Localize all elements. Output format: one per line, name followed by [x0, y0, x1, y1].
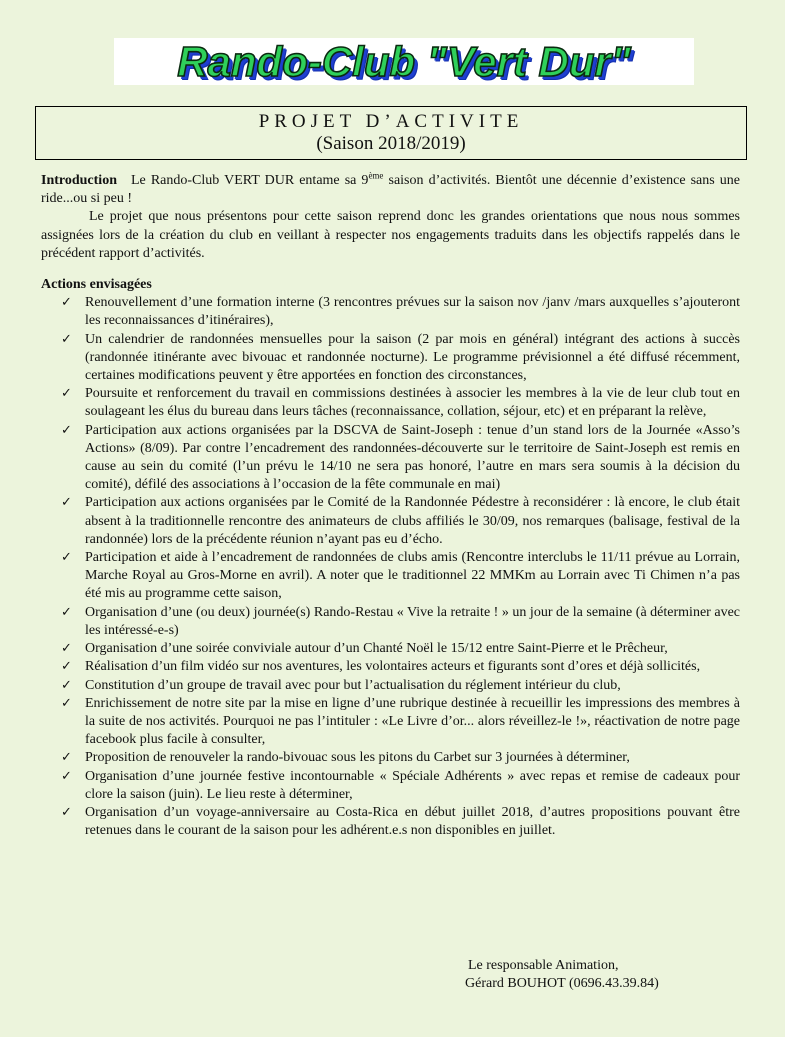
action-item: [61, 695, 740, 750]
action-item: [61, 768, 740, 804]
action-item: [61, 385, 740, 421]
action-item-text: Constitution d’un groupe de travail avec pour but l’actualisation du réglement intérieur du club,: [85, 677, 621, 693]
intro-heading: Introduction: [41, 173, 117, 188]
action-item-text: Enrichissement de notre site par la mise en ligne d’une rubrique destinée à recueillir les impressions des membres à la suite de nos activités. Pourquoi ne pas l’intituler : «Le Livre d’or... alors réveillez-le !», réactivation de notre page facebook plus facile à consulter,: [85, 695, 740, 748]
action-item: [61, 640, 740, 658]
document-body: [41, 172, 740, 840]
action-item: [61, 749, 740, 767]
checkmark-icon: ✓: [61, 750, 72, 766]
action-item: [61, 804, 740, 840]
action-item-text: Participation aux actions organisées par le Comité de la Randonnée Pédestre à reconsidérer : là encore, le club était absent à la traditionnelle rencontre des animateurs de clubs affiliés le 30/09, nos remarques (balisage, festival de la randonnée) lors de la précédente réunion n’ayant pas eu d’écho.: [85, 495, 740, 547]
intro-paragraph-2: Le projet que nous présentons pour cette saison reprend donc les grandes orientations que nous nous sommes assignées lors de la création du club en veillant à respecter nos engagements traduits dans les objectifs rappelés dans le précédent rapport d’activités.: [41, 209, 740, 261]
checkmark-icon: ✓: [61, 659, 72, 675]
intro-p1-text: Le Rando-Club VERT DUR entame sa 9: [131, 173, 369, 189]
action-item-text: Participation et aide à l’encadrement de randonnées de clubs amis (Rencontre interclubs le 11/11 prévue au Lorrain, Marche Royal au Gros-Morne en avril). A noter que le traditionnel 22 MMKm au Lorrain avec Ti Chimen n’a pas été mis au programme cette saison,: [85, 550, 740, 602]
checkmark-icon: ✓: [61, 331, 72, 347]
action-item: [61, 294, 740, 330]
action-item-text: Participation aux actions organisées par la DSCVA de Saint-Joseph : tenue d’un stand lors de la Journée «Asso’s Actions» (8/09). Par contre l’encadrement des randonnées-découverte sur le territoire de Saint-Joseph est remis en cause au sein du comité (l’un prévu le 14/10 ne sera pas honoré, l’autre en mars sera soumis à la décision du comité), défilé des associations à l’occasion de la fête communale en mai): [85, 422, 740, 493]
checkmark-icon: ✓: [61, 550, 72, 566]
action-item: [61, 494, 740, 549]
actions-heading: Actions envisagées: [41, 277, 152, 293]
action-item: [61, 549, 740, 604]
checkmark-icon: ✓: [61, 495, 72, 511]
action-item: [61, 604, 740, 640]
document-title: PROJET D’ACTIVITE: [258, 111, 524, 132]
club-banner-title: Rando-Club "Vert Dur": [177, 37, 631, 85]
checkmark-icon: ✓: [61, 677, 72, 693]
action-item-text: Proposition de renouveler la rando-bivouac sous les pitons du Carbet sur 3 journées à déterminer,: [85, 750, 630, 766]
club-banner: [114, 38, 694, 85]
action-item-text: Un calendrier de randonnées mensuelles pour la saison (2 par mois en général) intégrant des actions à succès (randonnée itinérante avec bivouac et randonnée nocturne). Le programme prévisionnel a été diffusé récemment, certaines modifications peuvent y être apportées en fonction des circonstances,: [85, 331, 740, 384]
signature-block: [465, 957, 659, 993]
checkmark-icon: ✓: [61, 604, 72, 620]
checkmark-icon: ✓: [61, 641, 72, 657]
signature-name: Gérard BOUHOT (0696.43.39.84): [465, 976, 659, 991]
action-item: [61, 677, 740, 695]
action-item-text: Organisation d’une journée festive incontournable « Spéciale Adhérents » avec repas et remise de cadeaux pour clore la saison (juin). Le lieu reste à déterminer,: [85, 768, 740, 802]
document-title-box: [35, 106, 747, 160]
actions-list: [41, 294, 740, 840]
checkmark-icon: ✓: [61, 386, 72, 402]
checkmark-icon: ✓: [61, 804, 72, 820]
action-item: [61, 422, 740, 495]
intro-paragraph-1: [41, 172, 740, 208]
action-item-text: Poursuite et renforcement du travail en commissions destinées à associer les membres à la vie de leur club tout en soulageant les élus du bureau dans leurs tâches (reconnaissance, collation, séjour, etc) et en préparant la relève,: [85, 386, 740, 420]
action-item-text: Réalisation d’un film vidéo sur nos aventures, les volontaires acteurs et figurants sont d’ores et déjà sollicités,: [85, 659, 701, 675]
checkmark-icon: ✓: [61, 422, 72, 438]
checkmark-icon: ✓: [61, 695, 72, 711]
action-item-text: Organisation d’un voyage-anniversaire au Costa-Rica en début juillet 2018, d’autres propositions pouvant être retenues dans le courant de la saison pour les adhérent.e.s non disponibles en juillet.: [85, 804, 740, 839]
checkmark-icon: ✓: [61, 295, 72, 311]
checkmark-icon: ✓: [61, 768, 72, 784]
action-item-text: Organisation d’une (ou deux) journée(s) Rando-Restau « Vive la retraite ! » un jour de la semaine (à déterminer avec les intéressé-e-s): [85, 604, 740, 638]
intro-p1-superscript: ème: [368, 170, 384, 181]
action-item-text: Organisation d’une soirée conviviale autour d’un Chanté Noël le 15/12 entre Saint-Pierre et le Prêcheur,: [85, 641, 668, 657]
action-item: [61, 331, 740, 386]
action-item-text: Renouvellement d’une formation interne (3 rencontres prévues sur la saison nov /janv /mars auxquelles s’ajouteront les reconnaissances d’itinéraires),: [85, 295, 740, 329]
signature-role: Le responsable Animation,: [468, 958, 619, 973]
intro-p1-text-end: saison d’activités. Bientôt une décennie d’existence sans une ride...ou si peu !: [41, 173, 740, 207]
action-item: [61, 658, 740, 676]
document-subtitle: (Saison 2018/2019): [316, 133, 466, 154]
